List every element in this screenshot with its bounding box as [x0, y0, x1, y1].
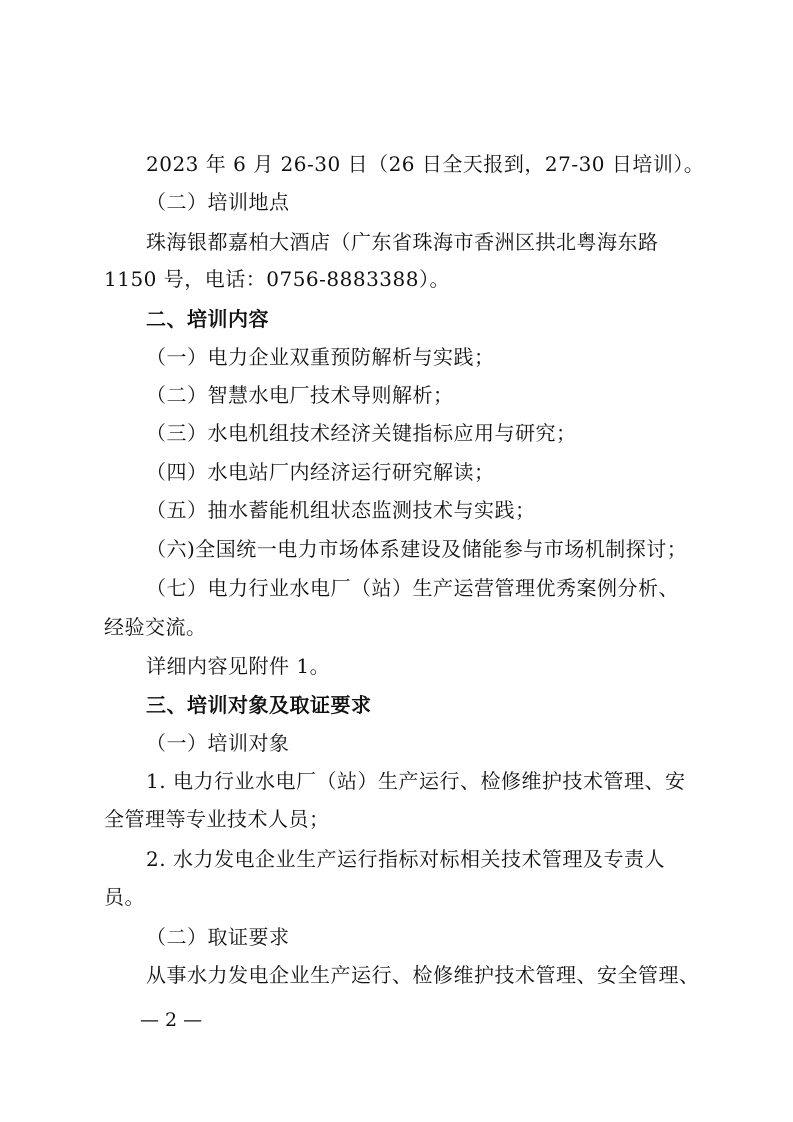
target-item-2-line-2: 员。	[104, 885, 145, 909]
target-item-2-line-1: 2. 水力发电企业生产运行指标对标相关技术管理及专责人	[146, 847, 665, 871]
content-item-1: （一）电力企业双重预防解析与实践；	[146, 345, 495, 369]
detail-reference: 详细内容见附件 1。	[146, 654, 331, 678]
cert-subheading: （二）取证要求	[146, 925, 290, 949]
target-subheading: （一）培训对象	[146, 731, 290, 755]
training-location-line-1: 珠海银都嘉柏大酒店（广东省珠海市香洲区拱北粤海东路	[146, 230, 659, 254]
content-item-7-line-1: （七）电力行业水电厂（站）生产运营管理优秀案例分析、	[146, 576, 679, 600]
training-location-line-2: 1150 号，电话：0756-8883388）。	[104, 267, 450, 291]
target-item-1-line-1: 1. 电力行业水电厂（站）生产运行、检修维护技术管理、安	[146, 769, 686, 793]
content-item-4: （四）水电站厂内经济运行研究解读；	[146, 460, 495, 484]
cert-line-1: 从事水力发电企业生产运行、检修维护技术管理、安全管理、	[146, 963, 700, 987]
target-item-1-line-2: 全管理等专业技术人员；	[104, 807, 330, 831]
training-location-heading: （二）培训地点	[146, 190, 290, 214]
page-number: — 2 —	[140, 1009, 203, 1031]
content-item-7-line-2: 经验交流。	[104, 615, 207, 639]
section-heading-content: 二、培训内容	[146, 307, 269, 331]
content-item-2: （二）智慧水电厂技术导则解析；	[146, 383, 454, 407]
content-item-3: （三）水电机组技术经济关键指标应用与研究；	[146, 421, 577, 445]
training-date-line: 2023 年 6 月 26-30 日（26 日全天报到，27-30 日培训）。	[146, 152, 705, 176]
content-item-5: （五）抽水蓄能机组状态监测技术与实践；	[146, 498, 536, 522]
content-item-6: （六)全国统一电力市场体系建设及储能参与市场机制探讨；	[146, 537, 688, 561]
section-heading-target: 三、培训对象及取证要求	[146, 693, 372, 717]
